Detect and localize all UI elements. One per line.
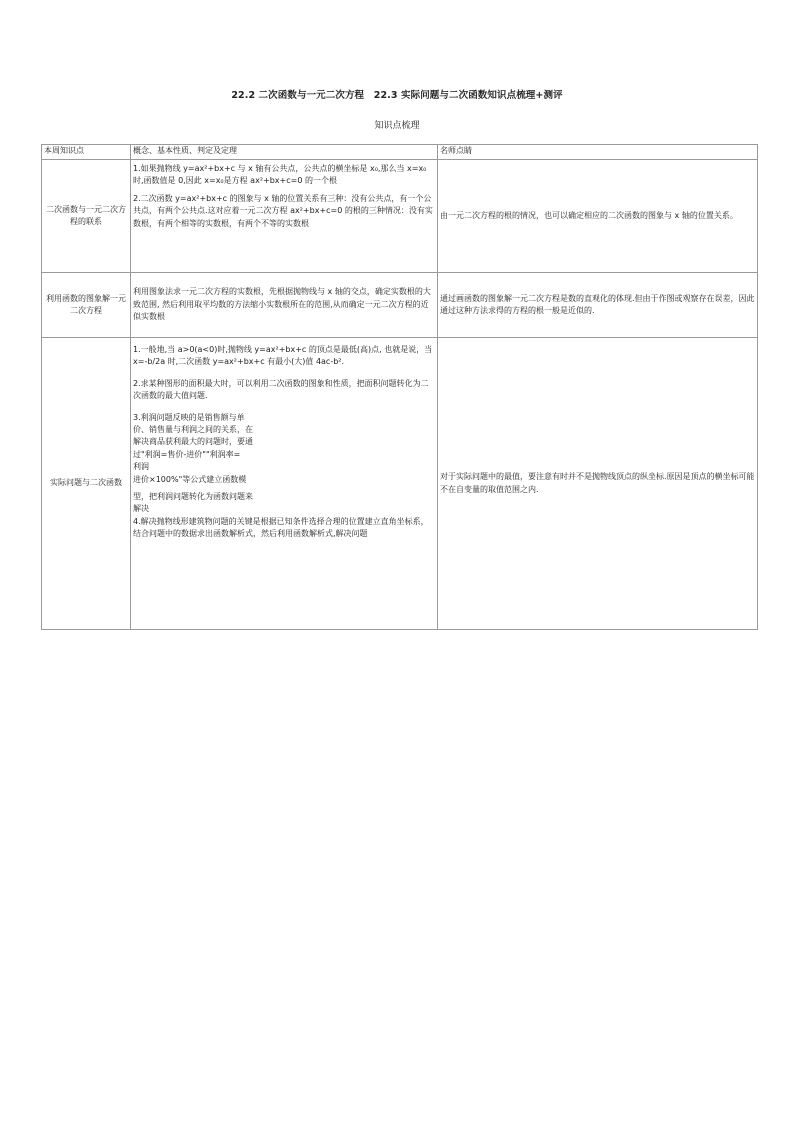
content-line: 型，把利润问题转化为函数问题来 <box>133 491 253 501</box>
table-row <box>42 338 758 630</box>
content-line: 利润 <box>133 462 149 472</box>
knowledge-table <box>41 144 758 630</box>
row-content <box>131 273 438 338</box>
header-topic: 本周知识点 <box>42 145 131 160</box>
row-topic: 实际问题与二次函数 <box>42 338 131 630</box>
row-note: 对于实际问题中的最值，要注意有时并不是抛物线顶点的纵坐标.原因是顶点的横坐标可能不在自变量的取值范围之内. <box>438 338 758 630</box>
row-topic: 二次函数与一元二次方程的联系 <box>42 160 131 273</box>
content-line: 价、销售量与利润之间的关系，在 <box>133 424 253 434</box>
content-line: 解决 <box>133 504 149 514</box>
content-paragraph: 1.如果抛物线 y=ax²+bx+c 与 x 轴有公共点，公共点的横坐标是 x₀,那么当 x=x₀时,函数值是 0,因此 x=x₀是方程 ax²+bx+c=0 的一个根 <box>133 164 427 186</box>
content-line: 3.利润问题反映的是销售额与单 <box>133 412 245 422</box>
row-note: 通过画函数的图象解一元二次方程是数的直观化的体现.但由于作图或观察存在误差，因此通过这种方法求得的方程的根一般是近似的. <box>438 273 758 338</box>
row-note: 由一元二次方程的根的情况，也可以确定相应的二次函数的图象与 x 轴的位置关系。 <box>438 160 758 273</box>
content-paragraph: 2.二次函数 y=ax²+bx+c 的图象与 x 轴的位置关系有三种：没有公共点，有一个公共点，有两个公共点.这对应着一元二次方程 ax²+bx+c=0 的根的三种情况：没有实数根，有两个相等的实数根，有两个不等的实数根 <box>133 193 433 228</box>
content-paragraph: 4.解决抛物线形建筑物问题的关键是根据已知条件选择合理的位置建立直角坐标系，结合问题中的数据求出函数解析式，然后利用函数解析式,解决问题 <box>133 516 429 539</box>
header-note: 名师点睛 <box>438 145 758 160</box>
table-row <box>42 273 758 338</box>
header-content: 概念、基本性质、判定及定理 <box>131 145 438 160</box>
table-header-row <box>42 145 758 160</box>
row-content <box>131 160 438 273</box>
section-subtitle: 知识点梳理 <box>374 121 420 131</box>
document-title: 22.2 二次函数与一元二次方程 22.3 实际问题与二次函数知识点梳理+测评 <box>231 90 563 101</box>
row-topic: 利用函数的图象解一元二次方程 <box>42 273 131 338</box>
content-line: 过"利润=售价-进价""利润率= <box>133 449 241 459</box>
row-content <box>131 338 438 630</box>
content-paragraph: 2.求某种图形的面积最大时，可以利用二次函数的图象和性质，把面积问题转化为二次函数的最大值问题. <box>133 378 429 401</box>
content-line: 进价×100%"等公式建立函数模 <box>133 474 247 484</box>
table-row <box>42 160 758 273</box>
content-paragraph: 1.一般地,当 a>0(a<0)时,抛物线 y=ax²+bx+c 的顶点是最低(高)点, 也就是说，当 x=-b/2a 时,二次函数 y=ax²+bx+c 有最小(大)值 4ac-b². <box>133 345 433 367</box>
content-paragraph: 利用图象法求一元二次方程的实数根，先根据抛物线与 x 轴的交点，确定实数根的大致范围, 然后利用取平均数的方法缩小实数根所在的范围,从而确定一元二次方程的近似实数根 <box>133 287 431 322</box>
content-line: 解决商品获利最大的问题时，要通 <box>133 437 253 447</box>
